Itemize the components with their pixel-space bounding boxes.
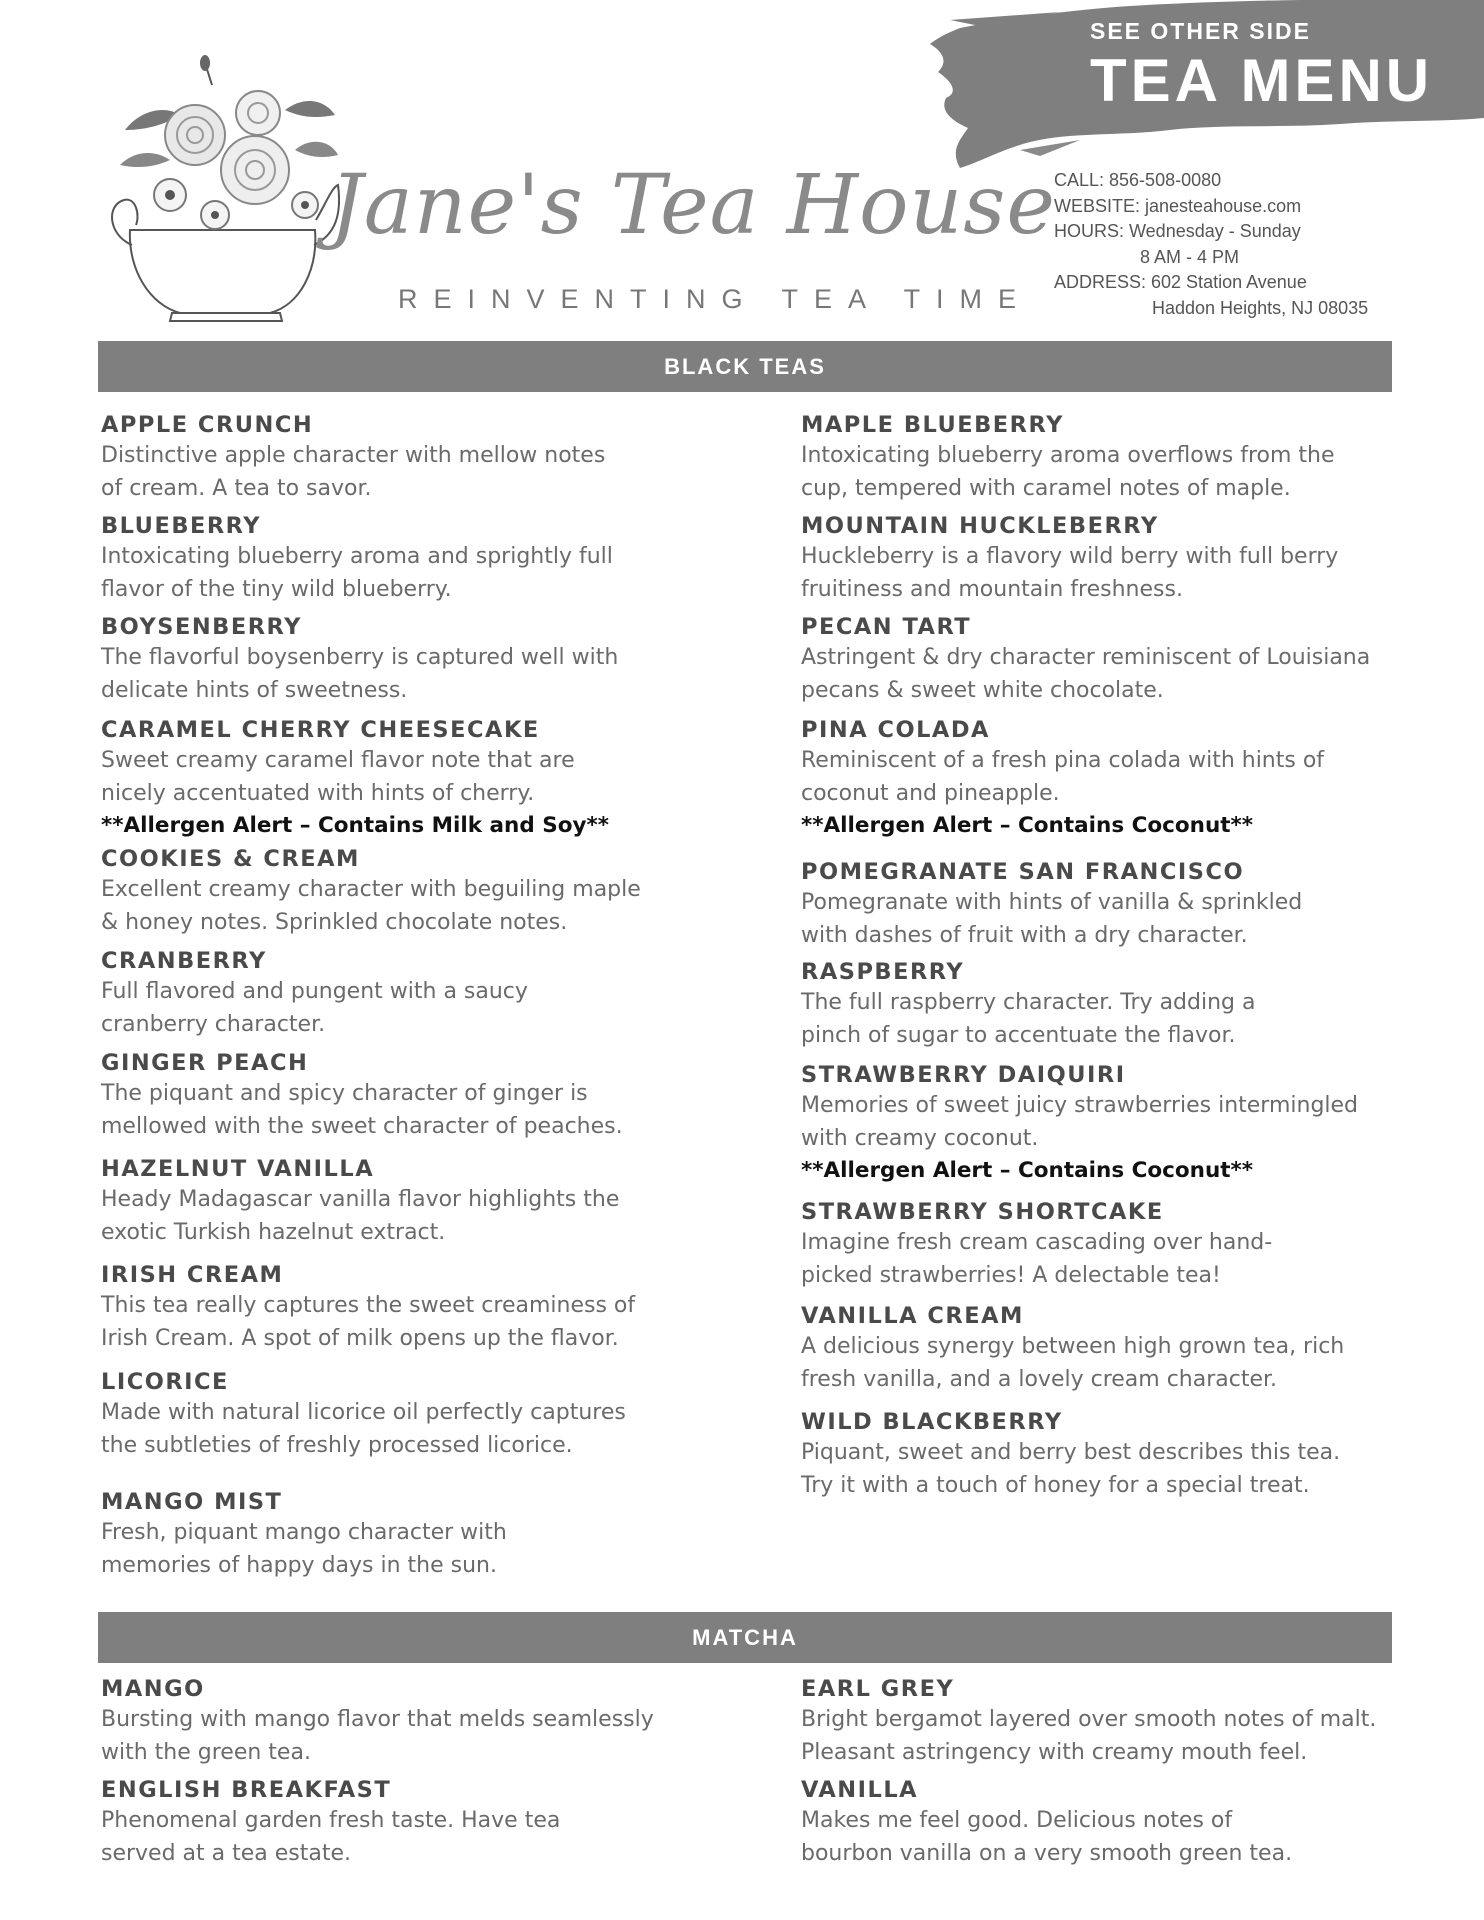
menu-item-description: Piquant, sweet and berry best describes this tea. Try it with a touch of honey for a special treat. <box>801 1440 1341 1498</box>
menu-item-description: The flavorful boysenberry is captured well with delicate hints of sweetness. <box>101 645 619 703</box>
menu-item-name: MANGO <box>101 1676 205 1702</box>
menu-item-name: GINGER PEACH <box>101 1050 309 1076</box>
menu-item <box>801 613 1401 707</box>
menu-item-description: Full flavored and pungent with a saucy cranberry character. <box>101 979 528 1037</box>
menu-item-name: CRANBERRY <box>101 948 267 974</box>
menu-item-description: Reminiscent of a fresh pina colada with hints of coconut and pineapple. <box>801 748 1325 806</box>
menu-item-name: RASPBERRY <box>801 959 965 985</box>
menu-item-name: HAZELNUT VANILLA <box>101 1156 375 1182</box>
menu-item-description: Intoxicating blueberry aroma and sprightly full flavor of the tiny wild blueberry. <box>101 544 613 602</box>
menu-item-description: Huckleberry is a flavory wild berry with full berry fruitiness and mountain freshness. <box>801 544 1339 602</box>
menu-item <box>101 1049 701 1143</box>
menu-item-name: STRAWBERRY DAIQUIRI <box>801 1062 1126 1088</box>
menu-item-name: BLUEBERRY <box>101 513 262 539</box>
menu-item <box>101 845 701 939</box>
contact-info <box>1054 168 1368 322</box>
menu-item <box>101 1261 701 1355</box>
menu-item-name: LICORICE <box>101 1369 229 1395</box>
teapot-with-flowers-icon <box>110 55 340 325</box>
menu-item-name: APPLE CRUNCH <box>101 412 314 438</box>
menu-item <box>801 958 1401 1052</box>
menu-item-description: Memories of sweet juicy strawberries intermingled with creamy coconut. <box>801 1093 1359 1151</box>
menu-item-name: MANGO MIST <box>101 1489 283 1515</box>
menu-item-name: VANILLA CREAM <box>801 1303 1024 1329</box>
menu-item <box>801 1675 1401 1769</box>
contact-phone: CALL: 856-508-0080 <box>1054 170 1222 190</box>
menu-item-description: The full raspberry character. Try adding a pinch of sugar to accentuate the flavor. <box>801 990 1256 1048</box>
section-header-black-teas: BLACK TEAS <box>98 341 1392 392</box>
contact-hours: HOURS: Wednesday - Sunday <box>1054 221 1301 242</box>
contact-website: WEBSITE: janesteahouse.com <box>1054 195 1302 216</box>
menu-item <box>101 1368 701 1462</box>
section-header-matcha: MATCHA <box>98 1612 1392 1663</box>
menu-item-description: Excellent creamy character with beguiling maple & honey notes. Sprinkled chocolate notes. <box>101 877 641 935</box>
menu-item-description: Imagine fresh cream cascading over hand- picked strawberries! A delectable tea! <box>801 1230 1273 1288</box>
menu-item <box>101 411 701 505</box>
menu-item-description: Fresh, piquant mango character with memories of happy days in the sun. <box>101 1520 507 1578</box>
menu-item <box>801 1408 1401 1502</box>
menu-item-name: EARL GREY <box>801 1676 955 1702</box>
brand-name: Jane's Tea House <box>330 158 1056 253</box>
menu-item-description: Bright bergamot layered over smooth notes of malt. Pleasant astringency with creamy mouth feel. <box>801 1707 1377 1765</box>
allergen-alert: **Allergen Alert – Contains Coconut** <box>801 813 1254 838</box>
menu-item-description: Sweet creamy caramel flavor note that are nicely accentuated with hints of cherry. <box>101 748 575 806</box>
menu-item-description: Makes me feel good. Delicious notes of bourbon vanilla on a very smooth green tea. <box>801 1808 1293 1866</box>
menu-item <box>801 716 1401 842</box>
menu-item-name: STRAWBERRY SHORTCAKE <box>801 1199 1164 1225</box>
menu-item <box>101 512 701 606</box>
menu-item <box>101 1675 701 1769</box>
contact-address: ADDRESS: 602 Station Avenue <box>1054 272 1307 293</box>
menu-item-name: IRISH CREAM <box>101 1262 284 1288</box>
menu-item <box>801 1198 1401 1292</box>
menu-item <box>101 947 701 1041</box>
menu-item-description: A delicious synergy between high grown tea, rich fresh vanilla, and a lovely cream character. <box>801 1334 1345 1392</box>
contact-hours-time: 8 AM - 4 PM <box>1140 246 1240 267</box>
menu-item-name: BOYSENBERRY <box>101 614 302 640</box>
menu-item <box>801 512 1401 606</box>
menu-item <box>101 613 701 707</box>
menu-item-description: Distinctive apple character with mellow notes of cream. A tea to savor. <box>101 443 606 501</box>
menu-item-description: Made with natural licorice oil perfectly captures the subtleties of freshly processed licorice. <box>101 1400 626 1458</box>
allergen-alert: **Allergen Alert – Contains Coconut** <box>801 1158 1254 1183</box>
menu-item-description: The piquant and spicy character of ginger is mellowed with the sweet character of peaches. <box>101 1081 623 1139</box>
menu-item-description: Intoxicating blueberry aroma overflows from the cup, tempered with caramel notes of maple. <box>801 443 1335 501</box>
menu-item <box>801 858 1401 952</box>
menu-item <box>801 1776 1401 1870</box>
menu-item <box>101 1155 701 1249</box>
allergen-alert: **Allergen Alert – Contains Milk and Soy** <box>101 813 609 838</box>
menu-item <box>101 716 701 842</box>
tea-menu-title: TEA MENU <box>1090 47 1434 114</box>
menu-item-name: CARAMEL CHERRY CHEESECAKE <box>101 717 540 743</box>
menu-item-name: WILD BLACKBERRY <box>801 1409 1063 1435</box>
brand-tagline: REINVENTING TEA TIME <box>398 284 1033 314</box>
menu-item-name: COOKIES & CREAM <box>101 846 360 872</box>
menu-item-description: Phenomenal garden fresh taste. Have tea served at a tea estate. <box>101 1808 561 1866</box>
menu-item-description: This tea really captures the sweet creaminess of Irish Cream. A spot of milk opens up the flavor. <box>101 1293 636 1351</box>
menu-item-name: PECAN TART <box>801 614 972 640</box>
menu-item-description: Astringent & dry character reminiscent of Louisiana pecans & sweet white chocolate. <box>801 645 1371 703</box>
see-other-side-label: SEE OTHER SIDE <box>1090 18 1311 44</box>
menu-item-name: MAPLE BLUEBERRY <box>801 412 1064 438</box>
menu-item <box>801 1302 1401 1396</box>
menu-item-description: Heady Madagascar vanilla flavor highlights the exotic Turkish hazelnut extract. <box>101 1187 620 1245</box>
contact-address-city: Haddon Heights, NJ 08035 <box>1152 297 1369 318</box>
menu-item-description: Bursting with mango flavor that melds seamlessly with the green tea. <box>101 1707 654 1765</box>
menu-item-name: ENGLISH BREAKFAST <box>101 1777 392 1803</box>
menu-item <box>101 1776 701 1870</box>
menu-item-name: PINA COLADA <box>801 717 990 743</box>
menu-item <box>801 411 1401 505</box>
menu-item <box>801 1061 1401 1187</box>
menu-item-name: VANILLA <box>801 1777 919 1803</box>
menu-item <box>101 1488 701 1582</box>
menu-item-name: MOUNTAIN HUCKLEBERRY <box>801 513 1159 539</box>
menu-item-name: POMEGRANATE SAN FRANCISCO <box>801 859 1245 885</box>
menu-item-description: Pomegranate with hints of vanilla & sprinkled with dashes of fruit with a dry character. <box>801 890 1303 948</box>
